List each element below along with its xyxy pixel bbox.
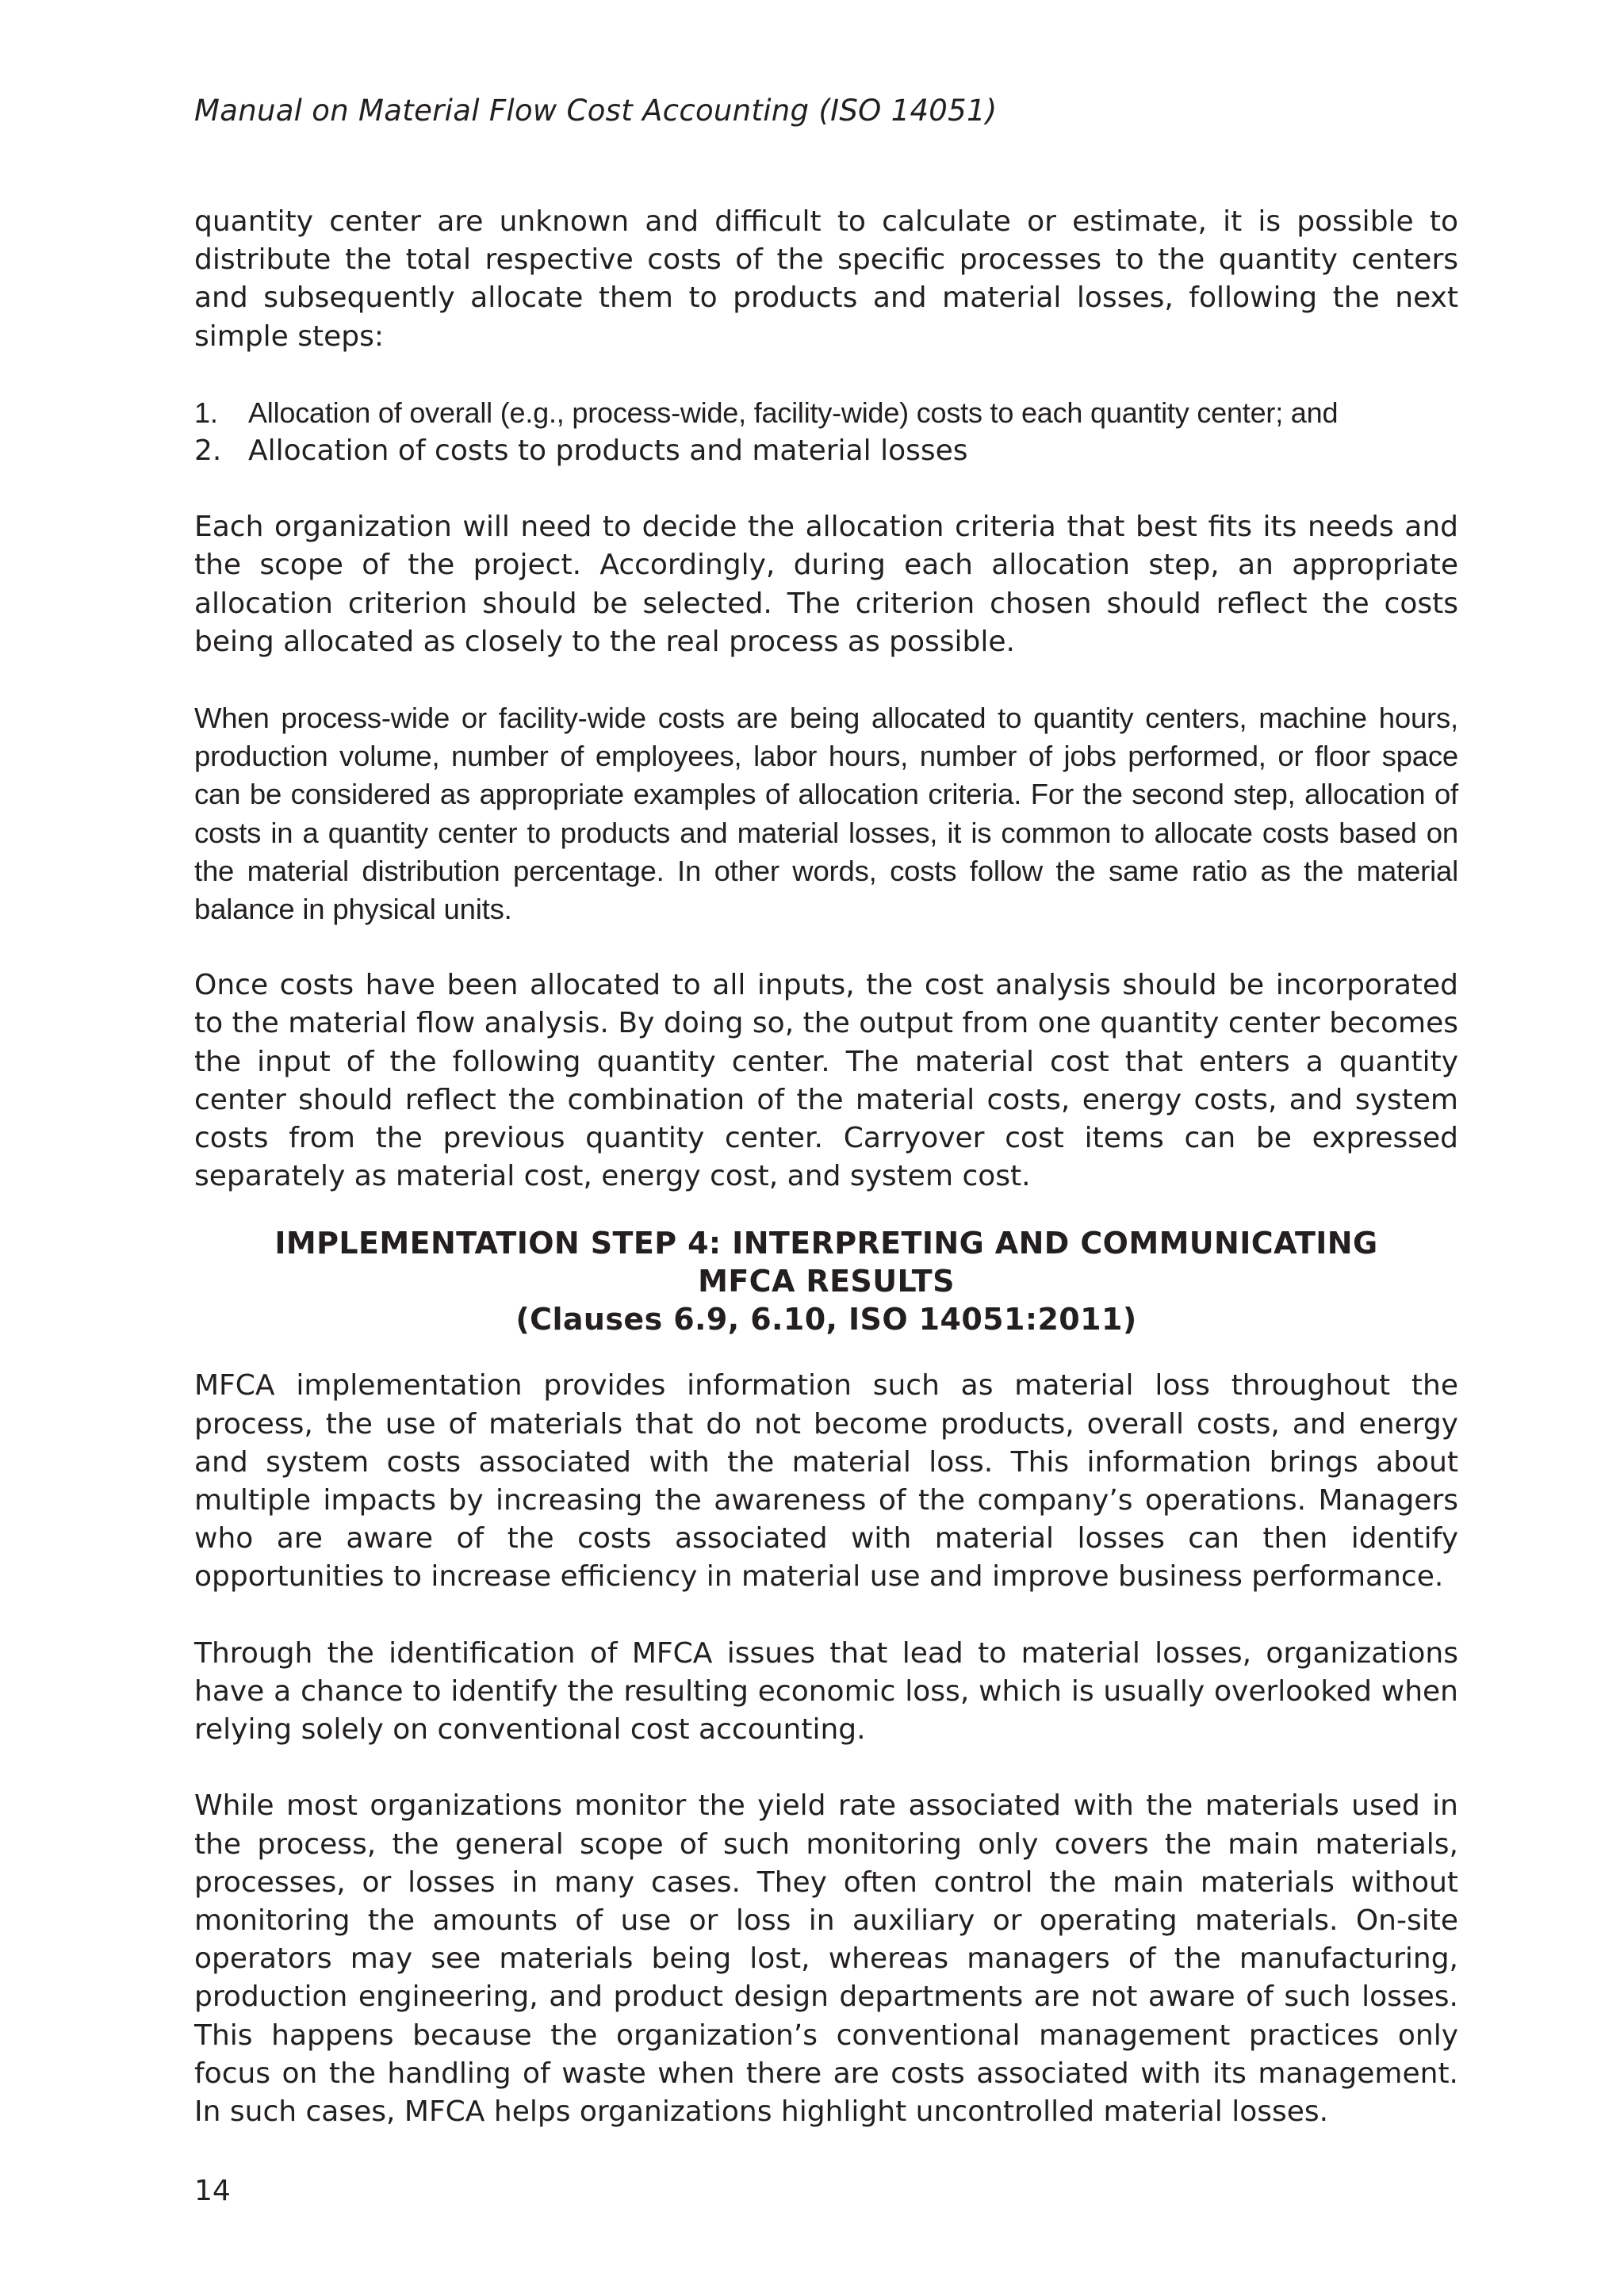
section-heading [194,1224,1458,1338]
paragraph-allocation-intro: quantity center are unknown and difficult to calculate or estimate, it is possible to distribute the total respective costs of the specific processes to the quantity centers and subsequently allocate them to products and material losses, following the next simple steps: [194,205,1458,353]
section-heading-clauses: (Clauses 6.9, 6.10, ISO 14051:2011) [515,1302,1137,1337]
list-item-text: Allocation of costs to products and material losses [248,434,968,468]
running-header: Manual on Material Flow Cost Accounting (ISO 14051) [194,94,998,128]
page-number: 14 [194,2175,231,2207]
paragraph-allocation-criteria: Each organization will need to decide the allocation criteria that best fits its needs and the scope of the project. Accordingly, during each allocation step, an appropriate allocation criterion should be selected. The criterion chosen should reflect the costs being allocated as closely to the real process as possible. [194,511,1458,658]
paragraph-yield-monitoring: While most organizations monitor the yield rate associated with the materials used in the process, the general scope of such monitoring only covers the main materials, processes, or losses in many cases. They often control the main materials without monitoring the amounts of use or loss in auxiliary or operating materials. On-site operators may see materials being lost, whereas managers of the manufacturing, production engineering, and product design departments are not aware of such losses. This happens because the organization’s conventional management practices only focus on the handling of waste when there are costs associated with its management. In such cases, MFCA helps organizations highlight uncontrolled material losses. [194,1789,1458,2128]
list-item-text: Allocation of overall (e.g., process-wide, facility-wide) costs to each quantity center; and [248,396,1339,429]
allocation-steps-list [194,394,1458,470]
paragraph-mfca-issues: Through the identification of MFCA issues that lead to material losses, organizations have a chance to identify the resulting economic loss, which is usually overlooked when relying solely on conventional cost accounting. [194,1636,1458,1747]
section-heading-line: IMPLEMENTATION STEP 4: INTERPRETING AND COMMUNICATING [274,1226,1378,1261]
list-item-number: 2. [194,434,222,468]
paragraph-allocation-examples: When process-wide or facility-wide costs are being allocated to quantity centers, machine hours, production volume, number of employees, labor hours, number of jobs performed, or floor space can be considered as appropriate examples of allocation criteria. For the second step, allocation of costs in a quantity center to products and material losses, it is common to allocate costs based on the material distribution percentage. In other words, costs follow the same ratio as the material balance in physical units. [194,702,1458,926]
page-body [194,203,1458,2131]
section-heading-line: MFCA RESULTS [698,1264,955,1299]
paragraph-cost-analysis: Once costs have been allocated to all inputs, the cost analysis should be incorporated to the material flow analysis. By doing so, the output from one quantity center becomes the input of the following quantity center. The material cost that enters a quantity center should reflect the combination of the material costs, energy costs, and system costs from the previous quantity center. Carryover cost items can be expressed separately as material cost, energy cost, and system cost. [194,969,1458,1193]
list-item-number: 1. [194,396,218,429]
list-item [194,432,1458,470]
paragraph-mfca-implementation: MFCA implementation provides information such as material loss throughout the process, the use of materials that do not become products, overall costs, and energy and system costs associated with the material loss. This information brings about multiple impacts by increasing the awareness of the company’s operations. Managers who are aware of the costs associated with material losses can then identify opportunities to increase efficiency in material use and improve business performance. [194,1369,1458,1594]
list-item [194,394,1458,432]
